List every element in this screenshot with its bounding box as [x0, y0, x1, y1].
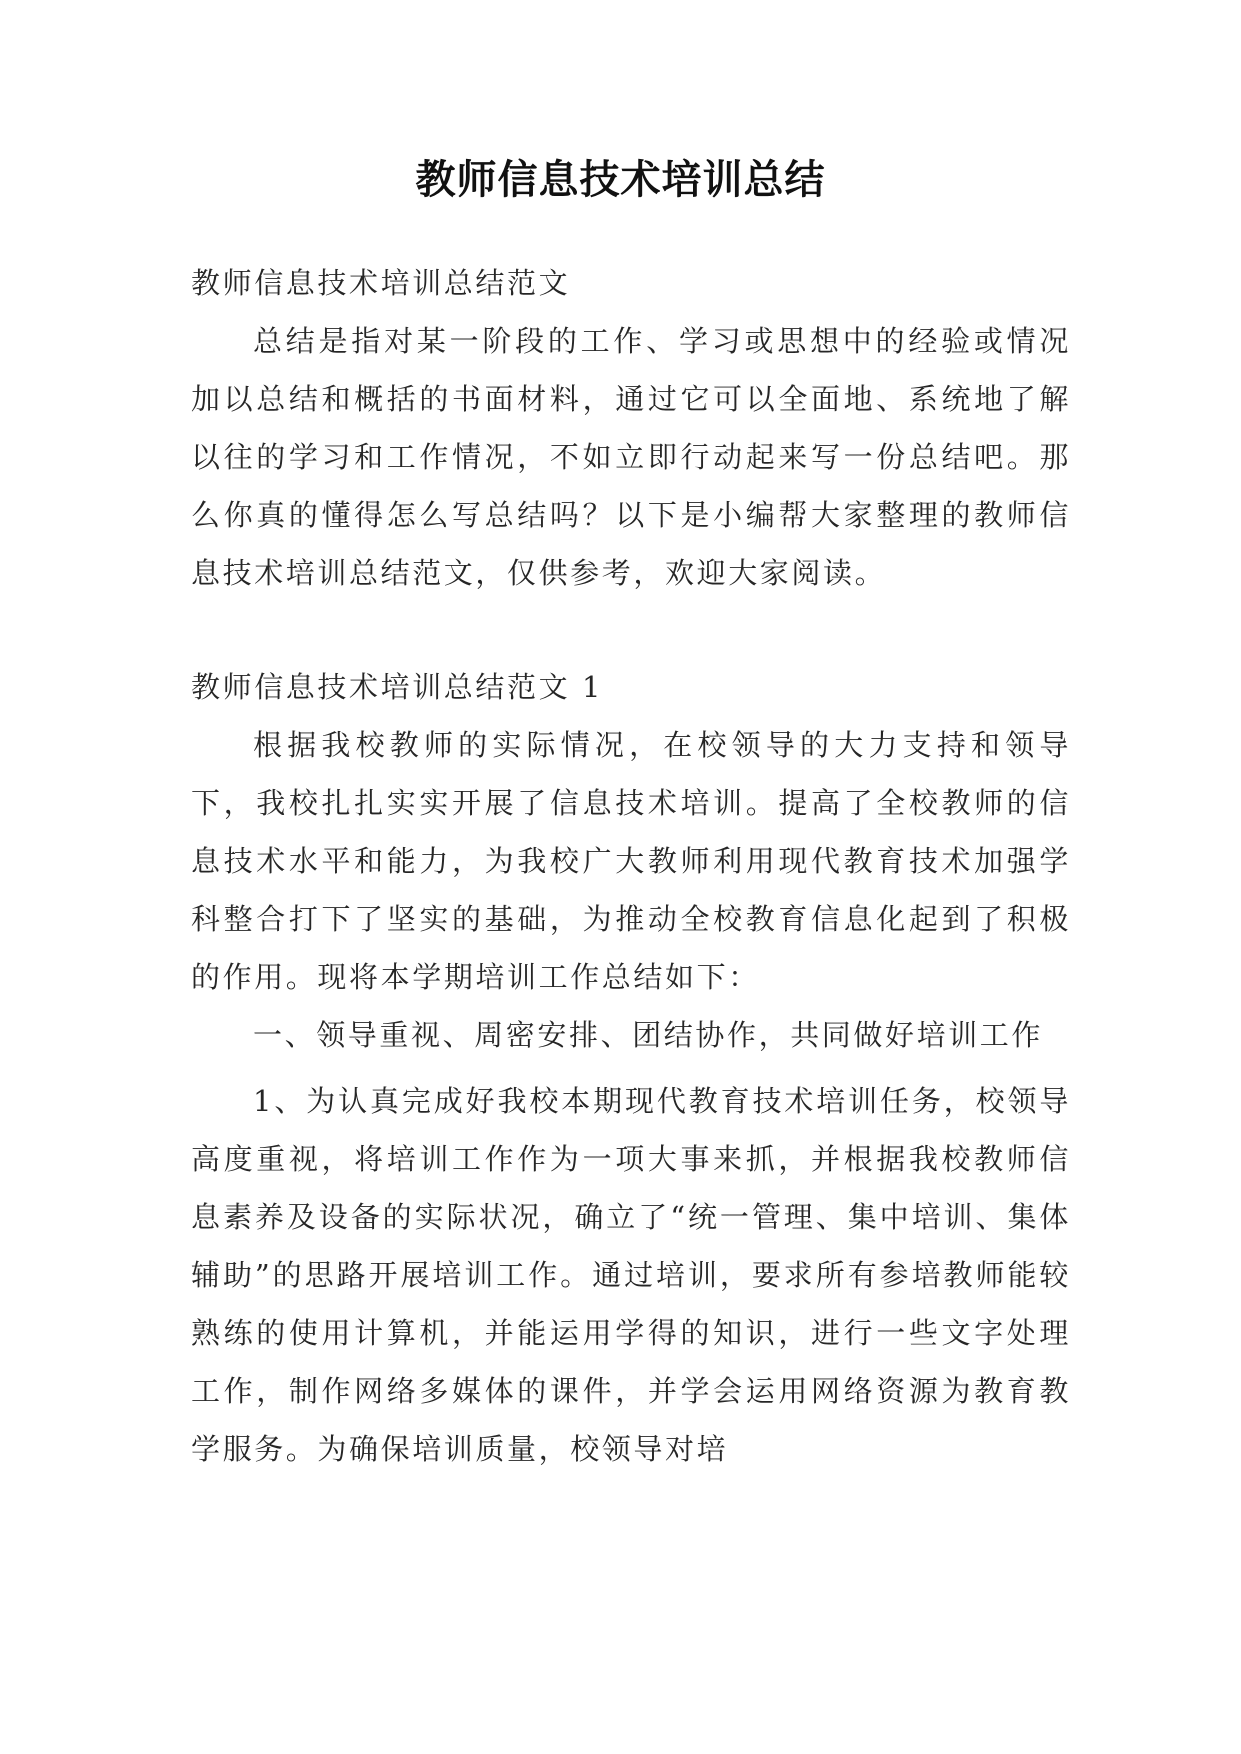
section-1-heading: 教师信息技术培训总结范文 1 — [191, 670, 604, 704]
paragraph-2: 一、领导重视、周密安排、团结协作，共同做好培训工作 — [253, 1018, 1044, 1052]
intro-heading: 教师信息技术培训总结范文 — [191, 266, 571, 300]
section-spacer — [191, 602, 1071, 658]
paragraph-1: 根据我校教师的实际情况，在校领导的大力支持和领导下，我校扎扎实实开展了信息技术培训。提高了全校教师的信息技术水平和能力，为我校广大教师利用现代教育技术加强学科整合打下了坚实的基础，为推动全校教育信息化起到了积极的作用。现将本学期培训工作总结如下： — [191, 728, 1071, 994]
paragraph-3: 1、为认真完成好我校本期现代教育技术培训任务，校领导高度重视，将培训工作作为一项大事来抓，并根据我校教师信息素养及设备的实际状况，确立了“统一管理、集中培训、集体辅助”的思路开展培训工作。通过培训，要求所有参培教师能较熟练的使用计算机，并能运用学得的知识，进行一些文字处理工作，制作网络多媒体的课件，并学会运用网络资源为教育教学服务。为确保培训质量，校领导对培 — [191, 1084, 1071, 1466]
document-title: 教师信息技术培训总结 — [415, 156, 826, 203]
document-body — [191, 254, 1071, 1478]
intro-paragraph: 总结是指对某一阶段的工作、学习或思想中的经验或情况加以总结和概括的书面材料，通过它可以全面地、系统地了解以往的学习和工作情况，不如立即行动起来写一份总结吧。那么你真的懂得怎么写总结吗？以下是小编帮大家整理的教师信息技术培训总结范文，仅供参考，欢迎大家阅读。 — [191, 324, 1071, 590]
paragraph-spacer — [191, 1064, 1071, 1072]
